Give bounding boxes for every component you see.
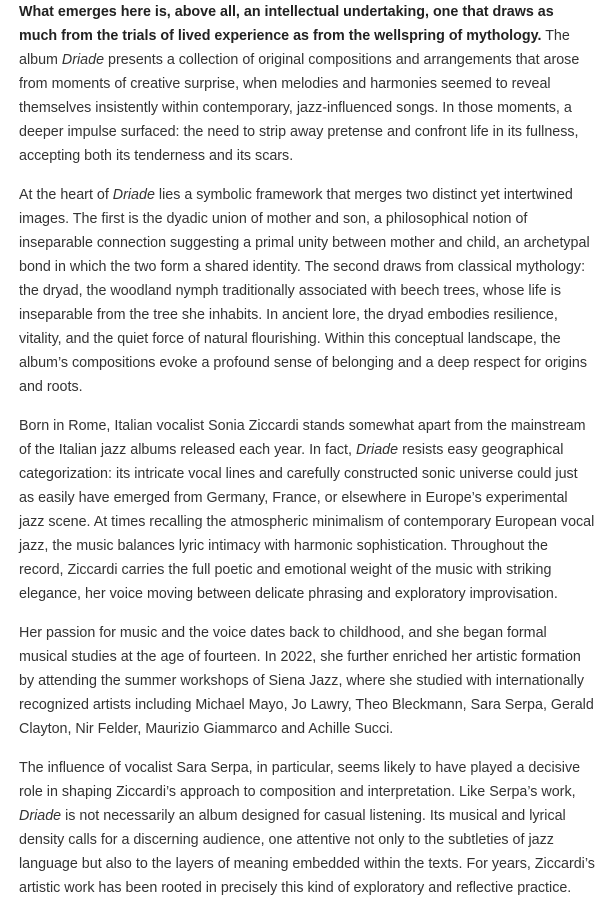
paragraph-text: The influence of vocalist Sara Serpa, in particular, seems likely to have played a decisive role in shaping Ziccardi’s approach to composition and interpretation. Like Serpa’s work,: [19, 760, 581, 800]
paragraph-text: is not necessarily an album designed for casual listening. Its musical and lyrical density calls for a discerning audience, one attentive not only to the subtleties of jazz language but also to the layers of meaning embedded within the texts. For years, Ziccardi’s artistic work has been rooted in precisely this kind of exploratory and reflective practice.: [19, 808, 595, 896]
paragraph-symbolism: [19, 183, 595, 399]
album-title: Driade: [112, 187, 155, 203]
album-title: Driade: [19, 808, 62, 824]
paragraph-influence: [19, 756, 595, 900]
paragraph-text: Born in Rome, Italian vocalist Sonia Ziccardi stands somewhat apart from the mainstream of the Italian jazz albums released each year. In fact,: [19, 418, 586, 458]
paragraph-text: Her passion for music and the voice dates back to childhood, and she began formal musical studies at the age of fourteen. In 2022, she further enriched her artistic formation by attending the summer workshops of Siena Jazz, where she studied with internationally recognized artists including Michael Mayo, Jo Lawry, Theo Bleckmann, Sara Serpa, Gerald Clayton, Nir Felder, Maurizio Giammarco and Achille Succi.: [19, 625, 594, 737]
album-title: Driade: [61, 52, 105, 68]
paragraph-text: At the heart of: [19, 187, 113, 203]
paragraph-text: resists easy geographical categorization: its intricate vocal lines and carefully constructed sonic universe could just as easily have emerged from Germany, France, or elsewhere in Europe’s experimental jazz scene. At times recalling the atmospheric minimalism of contemporary European vocal jazz, the music balances lyric intimacy with harmonic sophistication. Throughout the record, Ziccardi carries the full poetic and emotional weight of the music with striking elegance, her voice moving between delicate phrasing and exploratory improvisation.: [19, 442, 595, 602]
paragraph-text: presents a collection of original compositions and arrangements that arose from moments of creative surprise, when melodies and harmonies seemed to reveal themselves insistently within contemporary, jazz-influenced songs. In those moments, a deeper impulse surfaced: the need to strip away pretense and confront life in its fullness, accepting both its tenderness and its scars.: [19, 52, 580, 164]
paragraph-education: [19, 621, 595, 741]
paragraph-intro: [19, 0, 595, 168]
paragraph-text: lies a symbolic framework that merges two distinct yet intertwined images. The first is the dyadic union of mother and son, a philosophical notion of inseparable connection suggesting a primal unity between mother and child, an archetypal bond in which the two form a shared identity. The second draws from classical mythology: the dryad, the woodland nymph traditionally associated with beech trees, whose life is inseparable from the tree she inhabits. In ancient lore, the dryad embodies resilience, vitality, and the quiet force of natural flourishing. Within this conceptual landscape, the album’s compositions evoke a profound sense of belonging and a deep respect for origins and roots.: [19, 187, 590, 395]
album-title: Driade: [355, 442, 399, 458]
paragraph-text: The album: [19, 28, 570, 68]
lead-sentence: What emerges here is, above all, an intellectual undertaking, one that draws as much from the trials of lived experience as from the wellspring of mythology.: [19, 4, 554, 44]
paragraph-biography: [19, 414, 595, 606]
